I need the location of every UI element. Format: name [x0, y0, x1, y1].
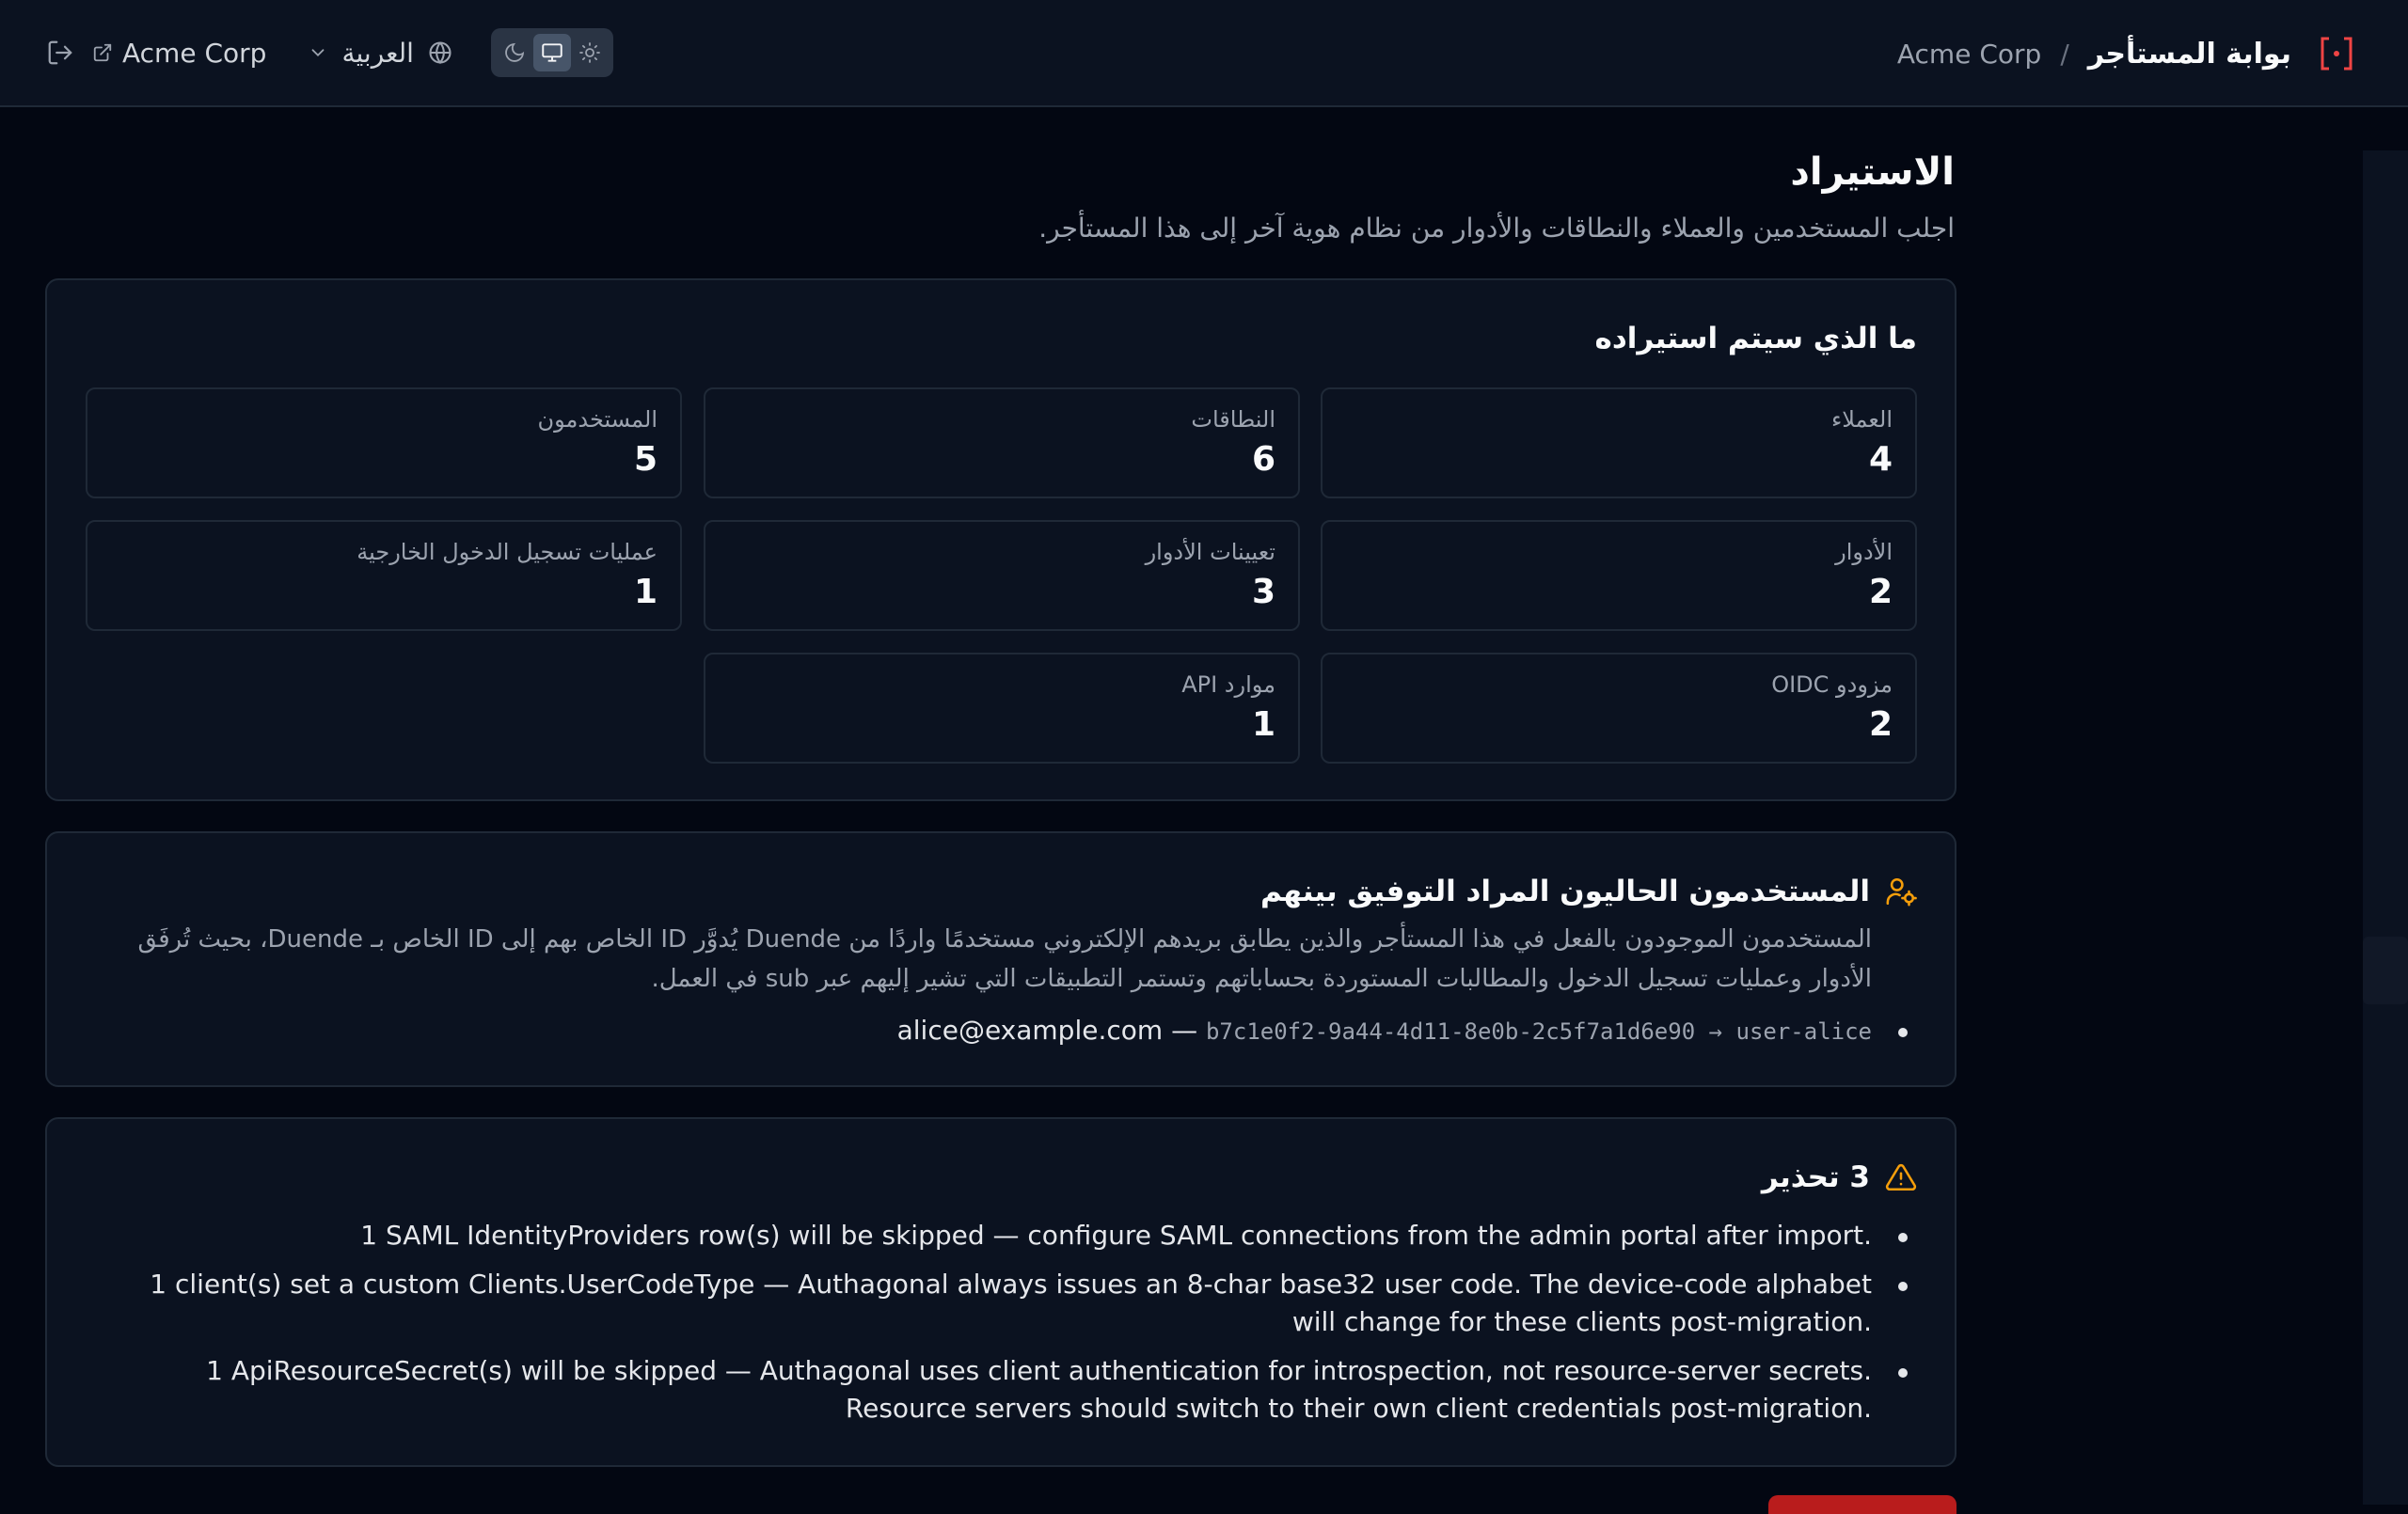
- stat-label: المستخدمون: [537, 406, 657, 433]
- stat-value: 3: [1251, 573, 1275, 611]
- reconcile-list: [85, 1012, 1917, 1050]
- stat-users: [86, 387, 682, 498]
- warning-triangle-icon: [1885, 1161, 1917, 1193]
- theme-switcher: [491, 28, 613, 77]
- stat-label: موارد API: [1181, 671, 1275, 698]
- sun-icon: [578, 41, 601, 64]
- stat-value: 6: [1251, 440, 1275, 479]
- theme-light-button[interactable]: [571, 34, 609, 71]
- reconcile-title-row: [1260, 875, 1917, 908]
- stat-roles: [1321, 520, 1917, 631]
- warnings-list: [103, 1217, 1917, 1427]
- stat-oidc-providers: [1321, 653, 1917, 764]
- stat-value: 1: [633, 573, 657, 611]
- start-import-button[interactable]: [1768, 1495, 1956, 1514]
- stat-value: 2: [1868, 705, 1893, 744]
- import-summary-card: [45, 278, 1956, 801]
- stat-external-logins: [86, 520, 682, 631]
- summary-title: ما الذي سيتم استيراده: [1594, 322, 1917, 355]
- language-label: العربية: [341, 37, 414, 69]
- stat-value: 2: [1868, 573, 1893, 611]
- moon-icon: [503, 41, 526, 64]
- warning-item: [103, 1217, 1917, 1254]
- warnings-card: [45, 1117, 1956, 1467]
- external-link-icon: [92, 42, 113, 63]
- stat-clients: [1321, 387, 1917, 498]
- breadcrumb-separator: /: [2060, 38, 2069, 70]
- stat-label: العملاء: [1830, 406, 1893, 433]
- warnings-title-row: [1762, 1160, 1917, 1194]
- stat-value: 5: [633, 440, 657, 479]
- reconcile-description: المستخدمون الموجودون بالفعل في هذا المستأجر والذين يطابق بريدهم الإلكتروني مستخدمًا واردًا من Duende يُدوَّر ID الخاص بهم إلى ID الخاص بـ Duende، بحيث تُرفَق الأدوار وعمليات تسجيل الدخول والمطالبات المستوردة بحساباتهم وتستمر التطبيقات التي تشير إليهم عبر sub في العمل.: [137, 925, 1872, 993]
- stat-label: تعيينات الأدوار: [1145, 539, 1275, 565]
- brand-breadcrumb: [1897, 28, 2355, 79]
- monitor-icon: [540, 40, 564, 65]
- mapping-dash: —: [1171, 1015, 1198, 1046]
- theme-system-button[interactable]: [533, 34, 571, 71]
- reconcile-title: المستخدمون الحاليون المراد التوفيق بينهم: [1259, 875, 1870, 908]
- warning-text: 1 ApiResourceSecret(s) will be skipped — Authagonal uses client authentication for introspection, not resource-server secrets. Resource servers should switch to their own client credentials post-migration.: [206, 1355, 1872, 1424]
- reconcile-users-card: [45, 831, 1956, 1087]
- scrollbar-track[interactable]: [2363, 150, 2408, 1505]
- stat-label: الأدوار: [1835, 539, 1893, 565]
- stat-value: 1: [1251, 705, 1275, 744]
- tenant-external-link[interactable]: [92, 38, 266, 69]
- chevron-down-icon: [308, 42, 328, 63]
- breadcrumb-tenant[interactable]: Acme Corp: [1896, 38, 2042, 70]
- stat-role-assignments: [704, 520, 1300, 631]
- brand-logo-icon: [2318, 35, 2355, 72]
- stat-label: عمليات تسجيل الدخول الخارجية: [356, 539, 657, 565]
- stat-scopes: [704, 387, 1300, 498]
- list-item: [85, 1012, 1917, 1050]
- theme-dark-button[interactable]: [496, 34, 533, 71]
- stat-label: النطاقات: [1191, 406, 1275, 433]
- stat-label: مزودو OIDC: [1771, 671, 1893, 698]
- stat-api-resources: [704, 653, 1300, 764]
- brand-title[interactable]: بوابة المستأجر: [2087, 37, 2291, 71]
- warnings-title: 3 تحذير: [1761, 1160, 1870, 1194]
- user-id-mapping: b7c1e0f2-9a44-4d11-8e0b-2c5f7a1d6e90 → user-alice: [1205, 1018, 1872, 1045]
- stat-value: 4: [1868, 440, 1893, 479]
- logout-icon: [46, 39, 74, 67]
- language-select[interactable]: [308, 38, 453, 69]
- header-actions: [38, 26, 613, 79]
- page-subtitle: اجلب المستخدمين والعملاء والنطاقات والأدوار من نظام هوية آخر إلى هذا المستأجر.: [1038, 213, 1955, 244]
- warning-text: 1 SAML IdentityProviders row(s) will be skipped — configure SAML connections from the admin portal after import.: [360, 1220, 1872, 1251]
- scrollbar-thumb[interactable]: [2363, 937, 2408, 1004]
- tenant-link-label: Acme Corp: [122, 37, 267, 69]
- user-cog-icon: [1885, 875, 1917, 907]
- warning-text: 1 client(s) set a custom Clients.UserCodeType — Authagonal always issues an 8-char base32 user code. The device-code alphabet will change for these clients post-migration.: [150, 1269, 1872, 1337]
- page-title: الاستيراد: [1790, 150, 1955, 194]
- warning-item: [103, 1266, 1917, 1341]
- logout-button[interactable]: [38, 30, 83, 75]
- top-header: [0, 0, 2408, 107]
- user-email: alice@example.com: [896, 1015, 1164, 1046]
- globe-icon: [427, 39, 453, 66]
- warning-item: [103, 1352, 1917, 1427]
